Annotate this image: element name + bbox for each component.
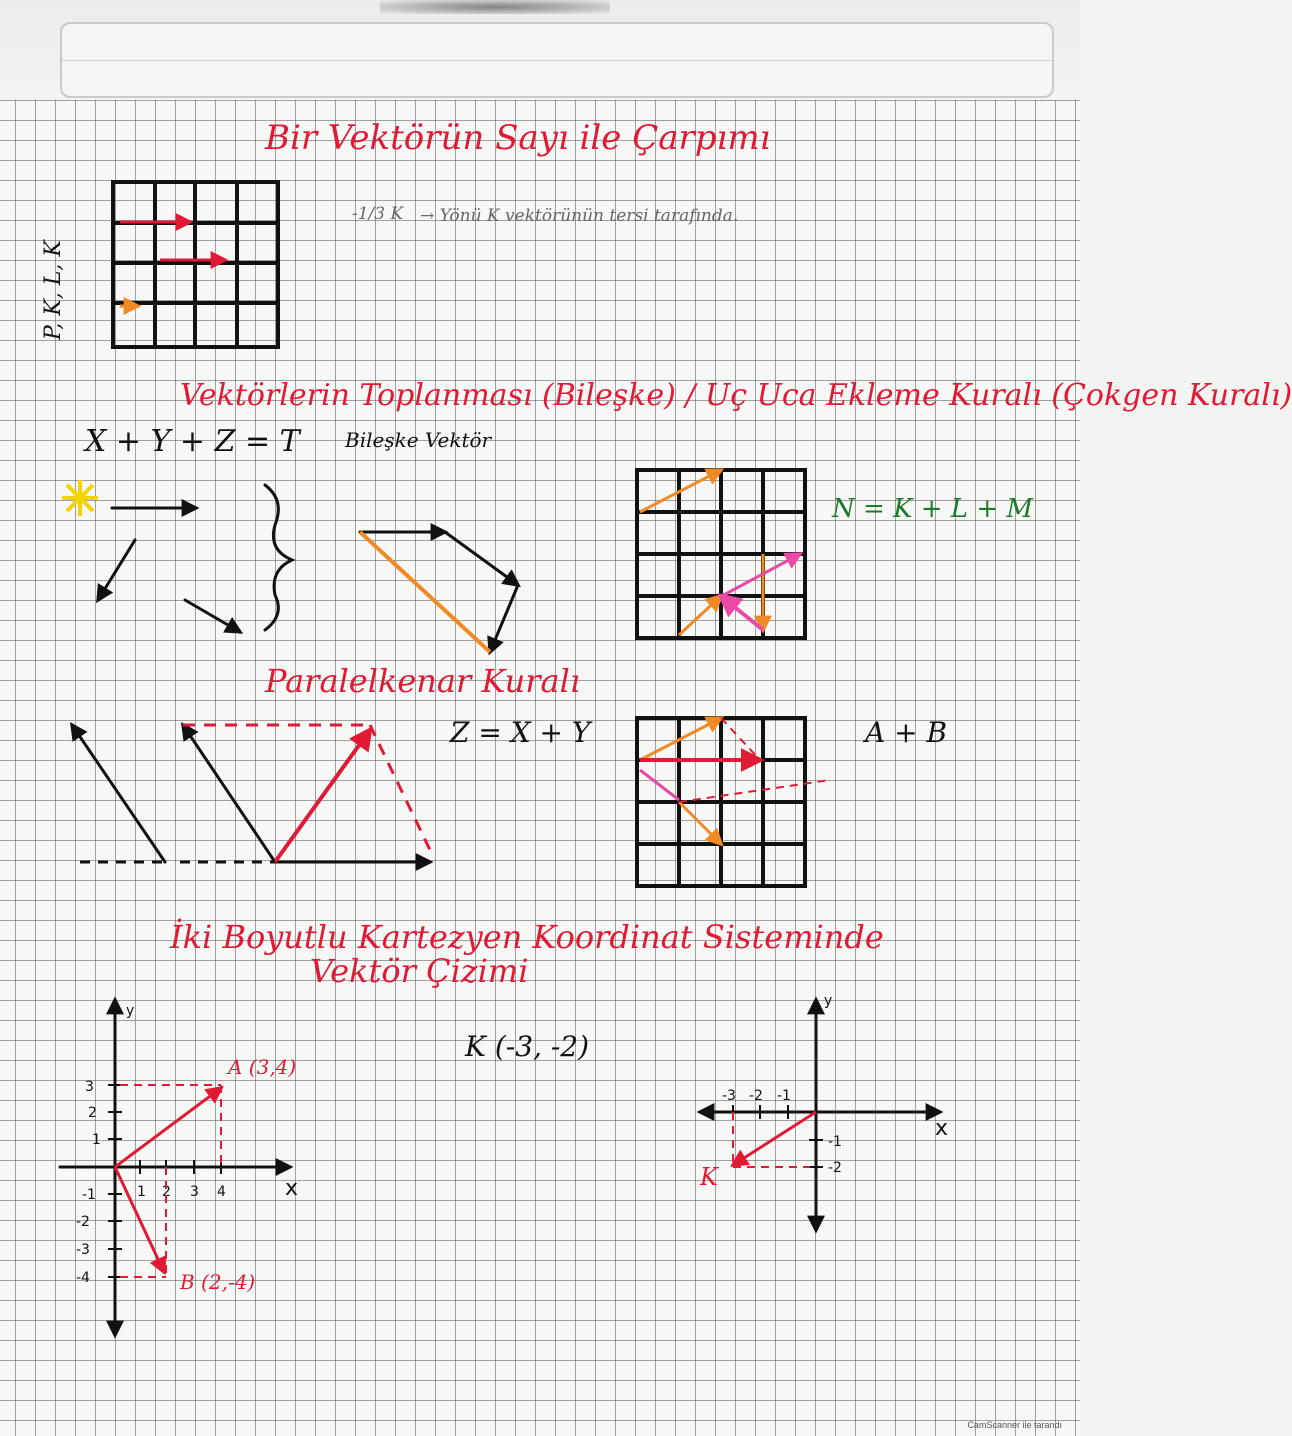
k-coordinate: K (-3, -2) [465,1030,590,1063]
svg-text:3: 3 [85,1079,94,1095]
para-x-loose [72,725,165,862]
section-title-addition: Vektörlerin Toplanması (Bileşke) / Uç Uca Ekleme Kuralı (Çokgen Kuralı) [180,378,1292,413]
section-title-scalar: Bir Vektörün Sayı ile Çarpımı [265,118,771,158]
grid3-b [679,802,721,844]
vector-z [185,600,240,632]
svg-text:-1: -1 [82,1187,96,1203]
ab-sum: A + B [865,716,948,749]
point-a-label: A (3,4) [228,1055,297,1079]
poly-z [445,532,518,585]
svg-text:-2: -2 [828,1160,842,1176]
vector-b [115,1167,164,1272]
bileske-label: Bileşke Vektör [345,428,492,452]
n-equation: N = K + L + M [832,494,1034,524]
svg-text:2: 2 [88,1105,97,1121]
scanner-watermark: CamScanner ile tarandı [967,1420,1062,1430]
svg-text:-3: -3 [722,1088,736,1104]
sun-icon [62,480,98,516]
para-resultant [275,730,370,862]
svg-text:-2: -2 [76,1214,90,1230]
section-title-cartesian-1: İki Boyutlu Kartezyen Koordinat Sisteminde [170,918,884,956]
section-title-parallelogram: Paralelkenar Kuralı [265,662,581,700]
scalar-note: → Yönü K vektörünün tersi tarafında. [420,206,739,226]
svg-text:4: 4 [217,1184,226,1200]
scalar-expression: -1/3 K [352,204,404,224]
point-b-label: B (2,-4) [180,1270,256,1294]
svg-text:-4: -4 [76,1270,90,1286]
svg-text:-1: -1 [777,1088,791,1104]
svg-text:y: y [824,993,833,1009]
vector-y [98,540,135,600]
cartesian-plot-1 [60,1000,298,1335]
grid2-m [679,596,721,635]
sum-equation: X + Y + Z = T [85,424,300,459]
ab-grid [637,718,805,886]
k-point-label: K [700,1163,718,1191]
svg-text:1: 1 [92,1132,101,1148]
grid2-n [720,554,800,597]
svg-text:x: x [935,1116,949,1141]
section-title-cartesian-2: Vektör Çizimi [310,952,529,990]
svg-text:2: 2 [162,1184,171,1200]
svg-text:1: 1 [137,1184,146,1200]
scalar-grid [113,182,278,347]
z-equation: Z = X + Y [450,716,591,749]
side-labels: P, K, L, K [41,240,66,340]
svg-text:3: 3 [190,1184,199,1200]
brace-icon [265,485,292,630]
poly-y [490,585,518,652]
svg-text:-3: -3 [76,1242,90,1258]
para-x [183,725,275,862]
vector-k [733,1112,816,1165]
addition-grid [637,470,805,638]
svg-text:y: y [126,1003,135,1019]
cartesian-plot-2 [699,993,948,1230]
grid2-pink [721,596,763,630]
svg-text:-1: -1 [828,1134,842,1150]
vector-a [115,1088,221,1167]
svg-text:x: x [285,1176,299,1201]
svg-text:-2: -2 [749,1088,763,1104]
